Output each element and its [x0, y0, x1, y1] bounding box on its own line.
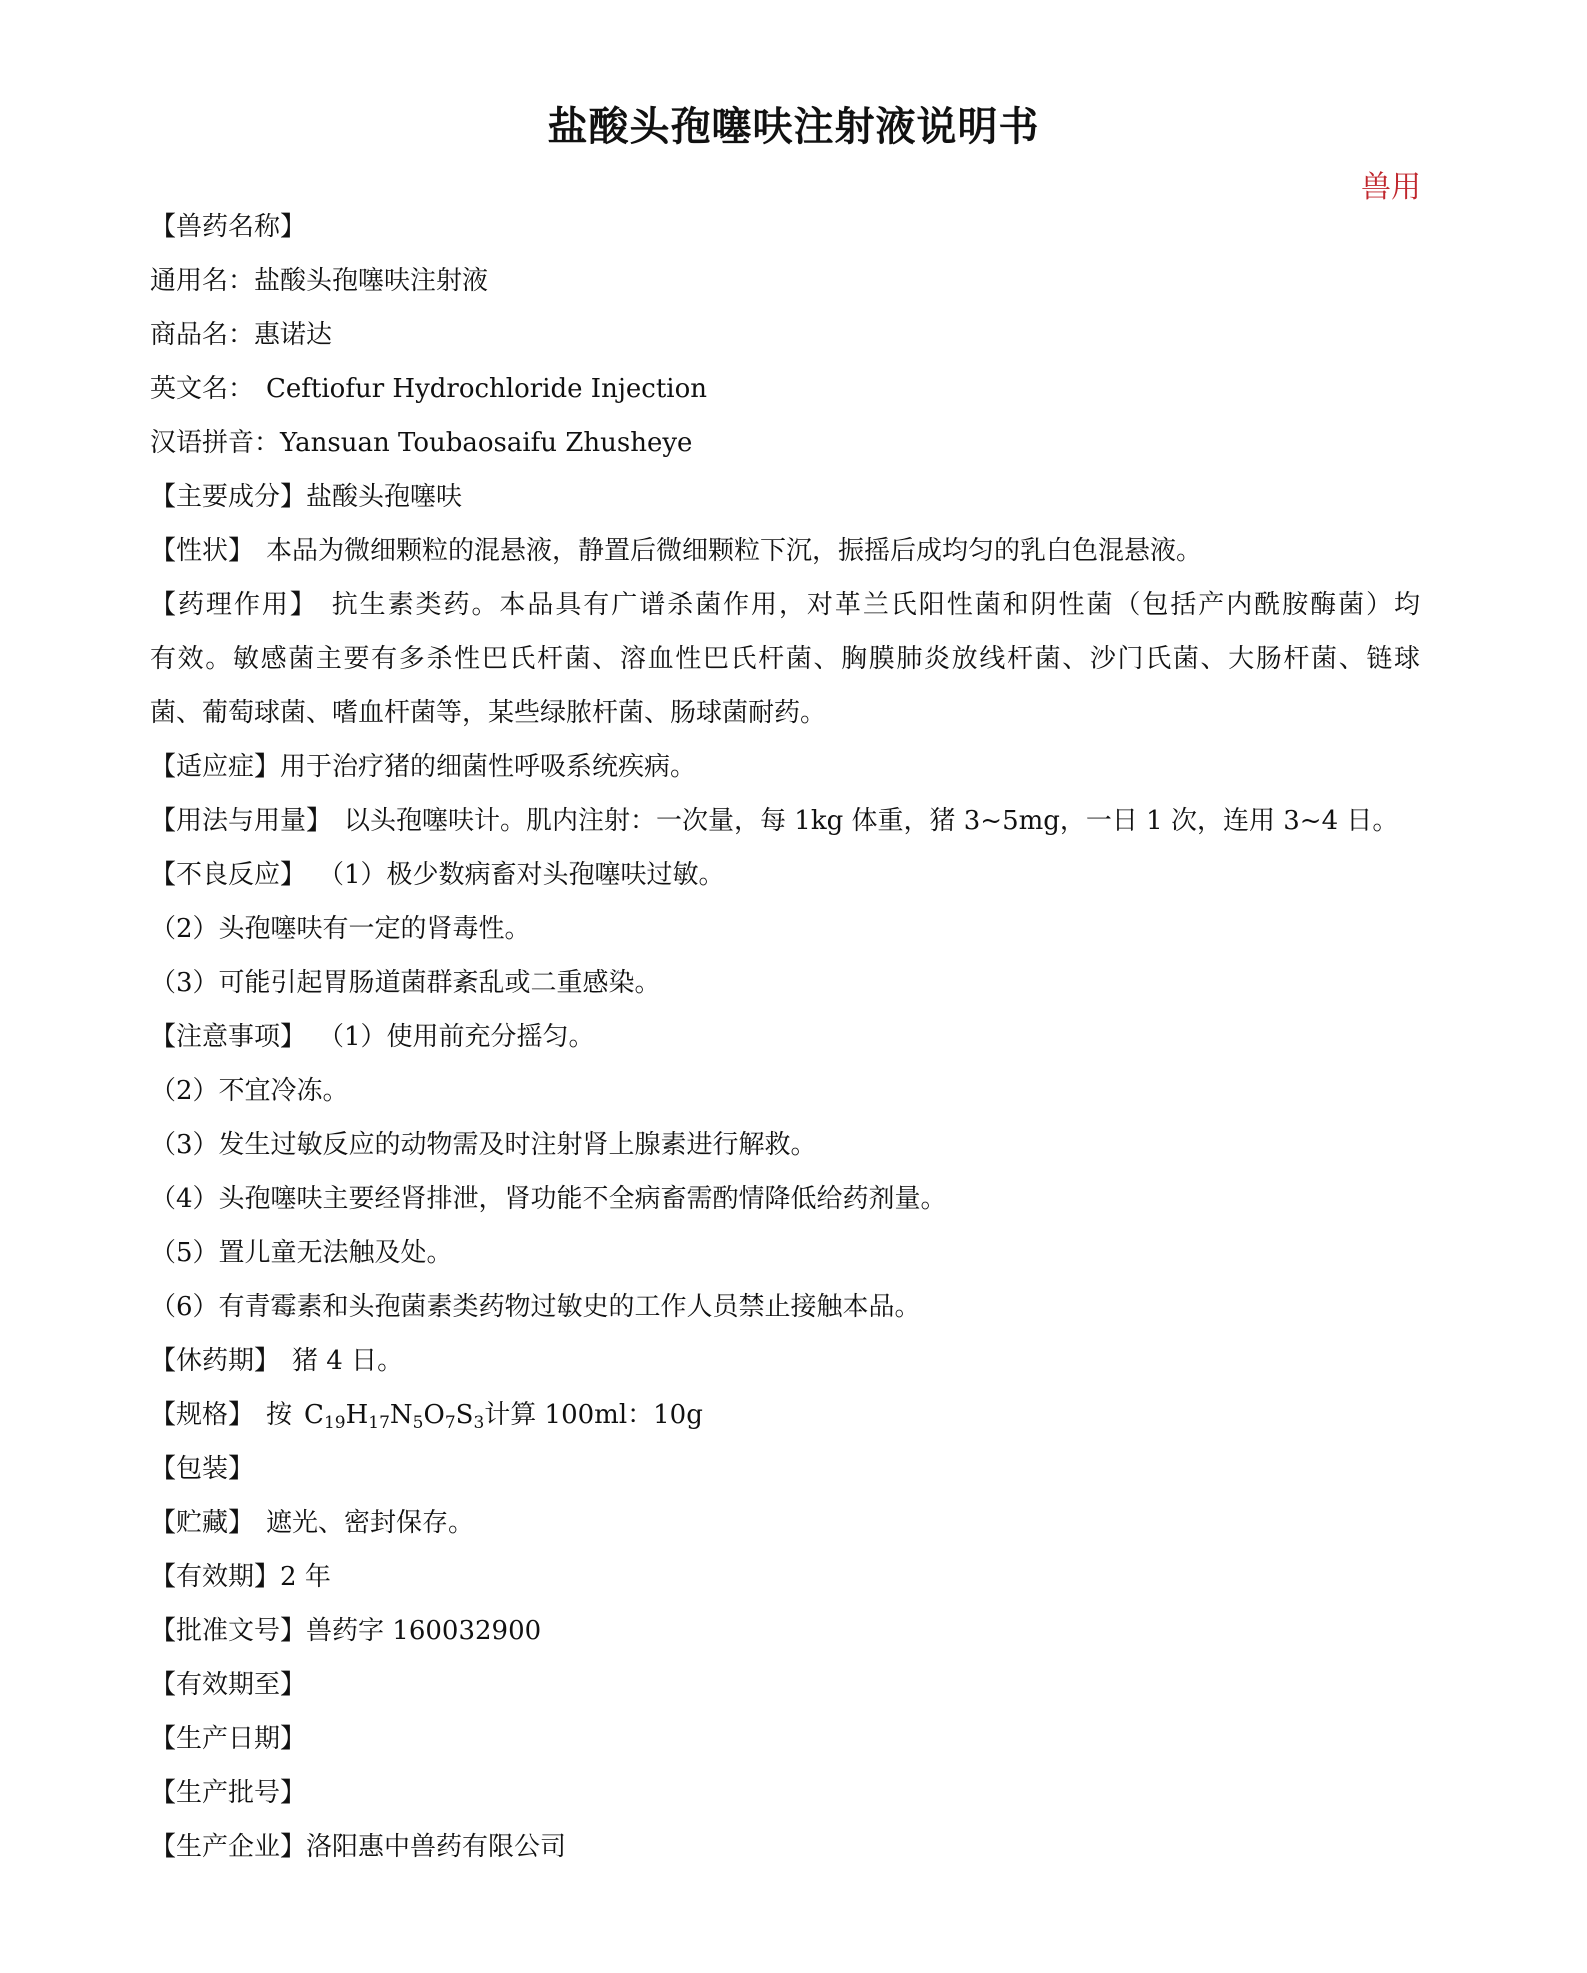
pharmacology-line-3: 菌、葡萄球菌、嗜血杆菌等，某些绿脓杆菌、肠球菌耐药。	[150, 698, 827, 728]
approval-number-line: 【批准文号】兽药字 160032900	[150, 1616, 542, 1646]
pharmacology-line-1: 【药理作用】 抗生素类药。本品具有广谱杀菌作用，对革兰氏阳性菌和阴性菌（包括产内酰胺酶菌）均	[150, 590, 1420, 620]
english-name-line: 英文名： Ceftiofur Hydrochloride Injection	[150, 374, 707, 404]
precautions-line-3: （3）发生过敏反应的动物需及时注射肾上腺素进行解救。	[150, 1130, 817, 1160]
dosage-line: 【用法与用量】 以头孢噻呋计。肌内注射：一次量，每 1kg 体重，猪 3~5mg，一日 1 次，连用 3~4 日。	[150, 806, 1399, 836]
precautions-line-2: （2）不宜冷冻。	[150, 1076, 349, 1106]
properties-line: 【性状】 本品为微细颗粒的混悬液，静置后微细颗粒下沉，振摇后成均匀的乳白色混悬液。	[150, 536, 1203, 566]
precautions-line-5: （5）置儿童无法触及处。	[150, 1238, 453, 1268]
batch-number-line: 【生产批号】	[150, 1778, 307, 1808]
name-section-header: 【兽药名称】	[150, 212, 307, 242]
storage-line: 【贮藏】 遮光、密封保存。	[150, 1508, 475, 1538]
pharmacology-line-2: 有效。敏感菌主要有多杀性巴氏杆菌、溶血性巴氏杆菌、胸膜肺炎放线杆菌、沙门氏菌、大肠杆菌、链球	[150, 644, 1420, 674]
manufacturer-line: 【生产企业】洛阳惠中兽药有限公司	[150, 1832, 567, 1862]
ingredient-line: 【主要成分】盐酸头孢噻呋	[150, 482, 463, 512]
withdrawal-line: 【休药期】 猪 4 日。	[150, 1346, 404, 1376]
document-title: 盐酸头孢噻呋注射液说明书	[547, 104, 1040, 150]
veterinary-use-mark: 兽用	[1361, 170, 1421, 205]
adverse-line-2: （2）头孢噻呋有一定的肾毒性。	[150, 914, 531, 944]
production-date-line: 【生产日期】	[150, 1724, 307, 1754]
indications-line: 【适应症】用于治疗猪的细菌性呼吸系统疾病。	[150, 752, 697, 782]
precautions-line-1: 【注意事项】 （1）使用前充分摇匀。	[150, 1022, 595, 1052]
packaging-line: 【包装】	[150, 1454, 255, 1484]
document-body	[150, 200, 1420, 1874]
specification-line: 【规格】 按 $C_{19}H_{17}N_5O_7S_3$计算 100ml：10g	[150, 1400, 703, 1433]
generic-name-line: 通用名：盐酸头孢噻呋注射液	[150, 266, 489, 296]
trade-name-line: 商品名：惠诺达	[150, 320, 333, 350]
molecular-formula: $C_{19}H_{17}N_5O_7S_3$	[304, 1400, 485, 1433]
expiry-date-line: 【有效期至】	[150, 1670, 307, 1700]
pinyin-name-line: 汉语拼音：Yansuan Toubaosaifu Zhusheye	[150, 428, 693, 458]
validity-line: 【有效期】2 年	[150, 1562, 331, 1592]
adverse-line-1: 【不良反应】 （1）极少数病畜对头孢噻呋过敏。	[150, 860, 725, 890]
precautions-line-4: （4）头孢噻呋主要经肾排泄，肾功能不全病畜需酌情降低给药剂量。	[150, 1184, 947, 1214]
precautions-line-6: （6）有青霉素和头孢菌素类药物过敏史的工作人员禁止接触本品。	[150, 1292, 921, 1322]
adverse-line-3: （3）可能引起胃肠道菌群紊乱或二重感染。	[150, 968, 661, 998]
